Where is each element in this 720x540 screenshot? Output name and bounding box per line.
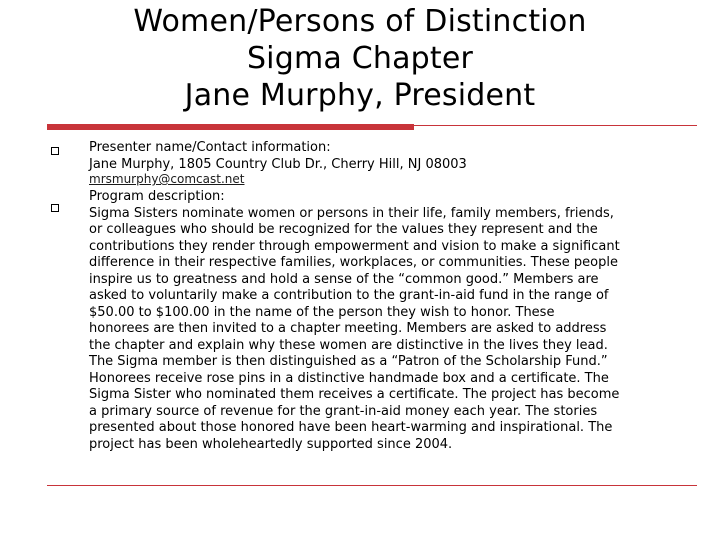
program-description-line: project has been wholeheartedly supported since 2004.	[89, 436, 453, 452]
program-description-line: contributions they render through empowerment and vision to make a significant	[89, 238, 620, 254]
program-heading: Program description:	[89, 189, 225, 204]
title-line-2: Sigma Chapter	[246, 41, 474, 76]
program-description-line: Honorees receive rose pins in a distinctive handmade box and a certificate. The	[89, 370, 609, 386]
program-description-line: $50.00 to $100.00 in the name of the person they wish to honor. These	[89, 304, 555, 320]
program-description-line: asked to voluntarily make a contribution to the grant-in-aid fund in the range of	[89, 288, 609, 303]
program-description-line: inspire us to greatness and hold a sense of the “common good.” Members are	[89, 271, 599, 287]
program-description-line: Sigma Sister who nominated them receives a certificate. The project has become	[89, 387, 620, 402]
contact-address: Jane Murphy, 1805 Country Club Dr., Cherry Hill, NJ 08003	[89, 156, 467, 172]
bullet-square-icon	[51, 147, 59, 155]
title-line-3: Jane Murphy, President	[184, 78, 536, 113]
program-description-line: presented about those honored have been heart-warming and inspirational. The	[89, 420, 613, 435]
program-description-line: honorees are then invited to a chapter meeting. Members are asked to address	[89, 321, 607, 336]
program-description-line: the chapter and explain why these women are distinctive in the lives they lead.	[89, 337, 608, 353]
email-link[interactable]: mrsmurphy@comcast.net	[89, 172, 245, 186]
program-description-line: The Sigma member is then distinguished as a “Patron of the Scholarship Fund.”	[89, 354, 608, 369]
program-description-line: Sigma Sisters nominate women or persons in their life, family members, friends,	[89, 205, 614, 221]
contact-heading: Presenter name/Contact information:	[89, 140, 331, 155]
program-description-line: a primary source of revenue for the grant-in-aid money each year. The stories	[89, 403, 598, 419]
program-description-line: difference in their respective families, workplaces, or communities. These people	[89, 255, 618, 270]
top-divider-accent	[47, 124, 414, 130]
bullet-square-icon	[51, 204, 59, 212]
program-description-line: or colleagues who should be recognized for the values they represent and the	[89, 222, 598, 237]
bottom-divider	[47, 485, 697, 486]
slide-body	[89, 140, 689, 453]
slide-title	[0, 3, 720, 114]
title-line-1: Women/Persons of Distinction	[133, 4, 587, 39]
